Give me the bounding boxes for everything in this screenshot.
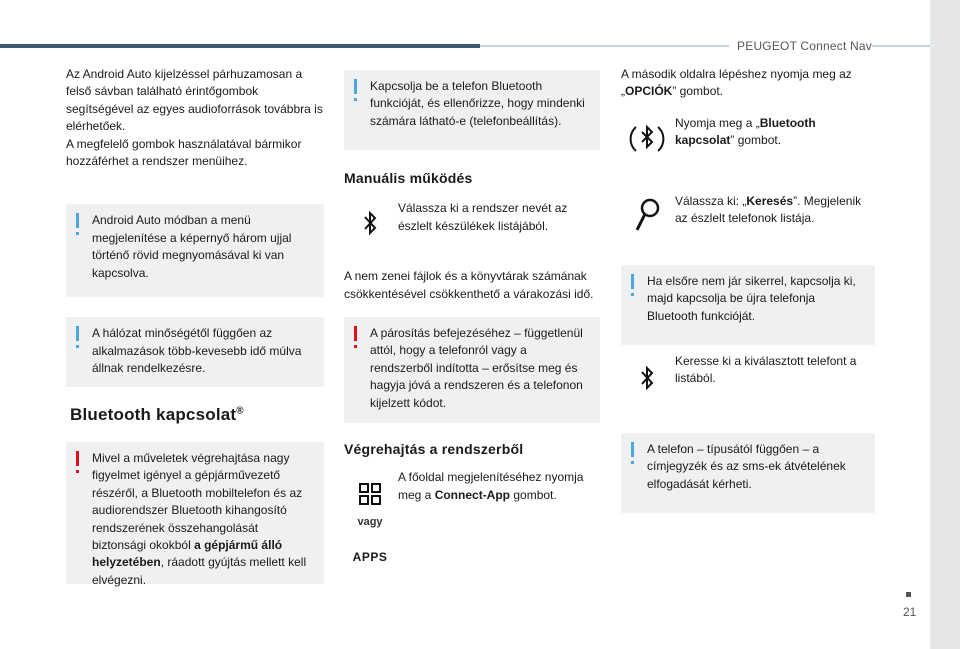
text-start: A második oldalra lépéshez nyomja meg az „ (621, 67, 852, 99)
text-end: ” gombot. (672, 84, 724, 99)
bluetooth-icon (344, 210, 396, 241)
heading-registered-mark: ® (236, 405, 244, 417)
info-icon (631, 442, 634, 457)
text-end: ”. Megjelenik az észlelt telefonok listája. (675, 193, 862, 226)
step-text-end: gombot. (510, 487, 557, 502)
step-bluetooth-connection (621, 115, 875, 193)
section-heading-bluetooth (70, 403, 324, 428)
info-text: Kapcsolja be a telefon Bluetooth funkcióját, és ellenőrizze, hogy mindenki számára látható-e (telefonbeállítás). (370, 79, 585, 128)
info-text: Android Auto módban a menü megjelenítése a képernyő három ujjal történő rövid megnyomásával ki van kapcsolva. (92, 213, 292, 280)
step-text-start: A főoldal megjelenítéséhez nyomja meg a (398, 470, 584, 502)
column-1 (66, 66, 324, 587)
header-rule (0, 44, 480, 48)
text-bold: Keresés (746, 193, 794, 208)
bluetooth-icon (621, 365, 673, 396)
step-text (398, 469, 600, 504)
text-end: ” gombot. (730, 133, 782, 148)
magnifier-icon (621, 197, 673, 240)
intro-paragraph-2: A megfelelő gombok használatával bármikor hozzáférhet a rendszer menüihez. (66, 136, 302, 168)
step-text: Keresse ki a kiválasztott telefont a listából. (675, 353, 857, 386)
step-text-bold: Connect-App (434, 487, 511, 502)
bluetooth-wireless-icon (621, 119, 673, 164)
info-text: Ha elsőre nem jár sikerrel, kapcsolja ki, majd kapcsolja be újra telefonja Bluetooth funkcióját. (647, 273, 856, 323)
info-text: A telefon – típusától függően – a címjegyzék és az sms-ek átvételének elfogadását kérheti. (647, 441, 846, 491)
info-icon (76, 326, 79, 341)
info-text: A hálózat minőségétől függően az alkalmazások több-kevesebb idő múlva állnak rendelkezésre. (92, 326, 302, 376)
warning-icon (354, 326, 357, 341)
step-open-home (344, 469, 600, 579)
info-icon (631, 274, 634, 289)
page-dot (906, 592, 911, 597)
step-text (675, 115, 875, 150)
step-pick-phone (621, 353, 875, 425)
warning-box-safety (66, 442, 324, 587)
warning-text-end: , ráadott gyújtás mellett kell elvégezni. (92, 555, 307, 587)
section-heading-manual: Manuális működés (344, 170, 473, 186)
section-heading-from-system: Végrehajtás a rendszerből (344, 441, 524, 458)
paragraph-reduce-wait: A nem zenei fájlok és a könyvtárak számának csökkentésével csökkenthető a várakozási idő. (344, 269, 594, 301)
text-start: Válassza ki: „ (675, 193, 747, 208)
text-bold: Bluetooth kapcsolat (675, 115, 816, 148)
info-box-contacts (621, 433, 875, 513)
column-2 (344, 66, 600, 579)
apps-grid-icon (344, 483, 396, 510)
header-title: PEUGEOT Connect Nav (729, 38, 872, 55)
info-icon (354, 79, 357, 94)
or-label: vagy (357, 516, 383, 529)
intro-paragraph-1: Az Android Auto kijelzéssel párhuzamosan a felső sávban található érintőgombok segítségével az egyes audioforrások továbbra is elérhetőek. (66, 67, 323, 134)
warning-text: Mivel a műveletek végrehajtása nagy figyelmet igényel a gépjárművezető részéről, a Bluetooth mobiltelefon és az audiorendszer Bluetooth kihangosító rendszerének összehangolását biztonsági okokból (92, 450, 303, 552)
warning-box-pairing (344, 317, 600, 423)
apps-button-label: APPS (352, 550, 388, 565)
text-bold: OPCIÓK (625, 84, 673, 99)
step-text: Válassza ki a rendszer nevét az észlelt készülékek listájából. (398, 201, 568, 233)
paragraph-options (621, 66, 875, 101)
info-box-enable-bluetooth (344, 70, 600, 150)
warning-icon (76, 451, 79, 466)
step-select-system (344, 200, 600, 256)
step-search (621, 193, 875, 265)
info-box-network (66, 317, 324, 387)
page-number: 21 (903, 605, 917, 619)
text-start: Nyomja meg a „ (675, 115, 760, 130)
column-3 (621, 66, 875, 513)
warning-text: A párosítás befejezéséhez – függetlenül attól, hogy a telefonról vagy a rendszerből indította – erősítse meg és hagyja jóvá a rendszeren és a telefonon kijelzett kódot. (370, 326, 583, 410)
info-box-android-menu (66, 204, 324, 297)
info-box-retry (621, 265, 875, 345)
heading-text: Bluetooth kapcsolat (70, 405, 237, 425)
warning-text-bold: a gépjármű álló helyzetében (92, 537, 283, 570)
page-side-band (930, 0, 960, 649)
step-text (675, 193, 875, 228)
info-icon (76, 213, 79, 228)
